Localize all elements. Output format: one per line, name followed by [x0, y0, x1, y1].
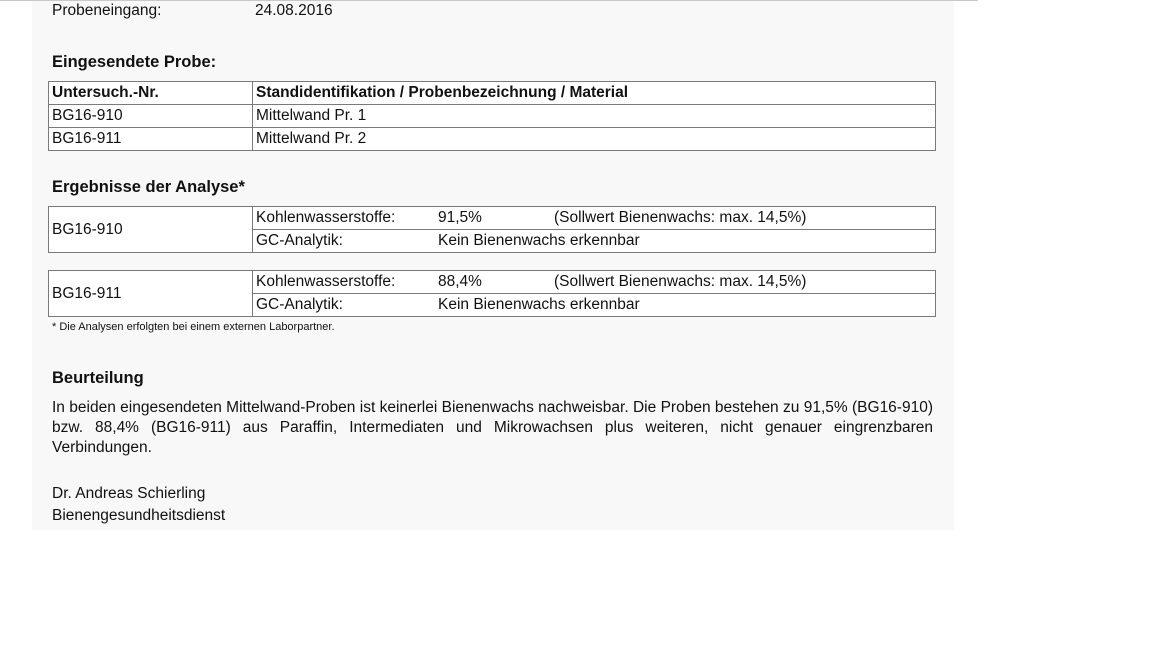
column-header-id: Untersuch.-Nr.	[49, 82, 253, 105]
table-row	[49, 128, 936, 151]
column-header-material: Standidentifikation / Probenbezeichnung / Material	[253, 82, 936, 105]
result-sample-id: BG16-910	[49, 207, 253, 253]
hydrocarbons-note: (Sollwert Bienenwachs: max. 14,5%)	[554, 209, 807, 226]
gc-value: Kein Bienenwachs erkennbar	[438, 296, 640, 313]
sample-id: BG16-910	[49, 105, 253, 128]
sample-material: Mittelwand Pr. 2	[253, 128, 936, 151]
table-header-row	[49, 82, 936, 105]
receipt-date: 24.08.2016	[255, 2, 333, 19]
results-heading: Ergebnisse der Analyse*	[52, 178, 245, 196]
sample-id: BG16-911	[49, 128, 253, 151]
assessment-heading: Beurteilung	[52, 369, 144, 387]
assessment-text: In beiden eingesendeten Mittelwand-Proben ist keinerlei Bienenwachs nachweisbar. Die Proben bestehen zu 91,5% (BG16-910) bzw. 88,4% (BG16-911) aus Paraffin, Intermediaten und Mikrowachsen plus weiteren, nicht genauer eingrenzbaren Verbindungen.	[52, 399, 933, 456]
gc-value: Kein Bienenwachs erkennbar	[438, 232, 640, 249]
result-row-hydrocarbons	[49, 207, 936, 230]
hydrocarbons-value: 88,4%	[438, 273, 482, 290]
sample-material: Mittelwand Pr. 1	[253, 105, 936, 128]
result-sample-id: BG16-911	[49, 271, 253, 317]
gc-label: GC-Analytik:	[256, 296, 343, 313]
gc-label: GC-Analytik:	[256, 232, 343, 249]
hydrocarbons-label: Kohlenwasserstoffe:	[256, 273, 396, 290]
hydrocarbons-label: Kohlenwasserstoffe:	[256, 209, 396, 226]
result-block-911	[48, 270, 936, 317]
receipt-label: Probeneingang:	[52, 2, 162, 19]
result-hydrocarbons-cell	[253, 271, 936, 294]
signature-name: Dr. Andreas Schierling	[52, 485, 206, 502]
results-footnote: * Die Analysen erfolgten bei einem externen Laborpartner.	[52, 321, 335, 333]
hydrocarbons-value: 91,5%	[438, 209, 482, 226]
hydrocarbons-note: (Sollwert Bienenwachs: max. 14,5%)	[554, 273, 807, 290]
signature-organization: Bienengesundheitsdienst	[52, 507, 226, 524]
table-row	[49, 105, 936, 128]
result-row-hydrocarbons	[49, 271, 936, 294]
samples-heading: Eingesendete Probe:	[52, 53, 217, 71]
result-block-910	[48, 206, 936, 253]
result-gc-cell	[253, 230, 936, 253]
samples-table	[48, 81, 936, 151]
result-gc-cell	[253, 294, 936, 317]
result-hydrocarbons-cell	[253, 207, 936, 230]
